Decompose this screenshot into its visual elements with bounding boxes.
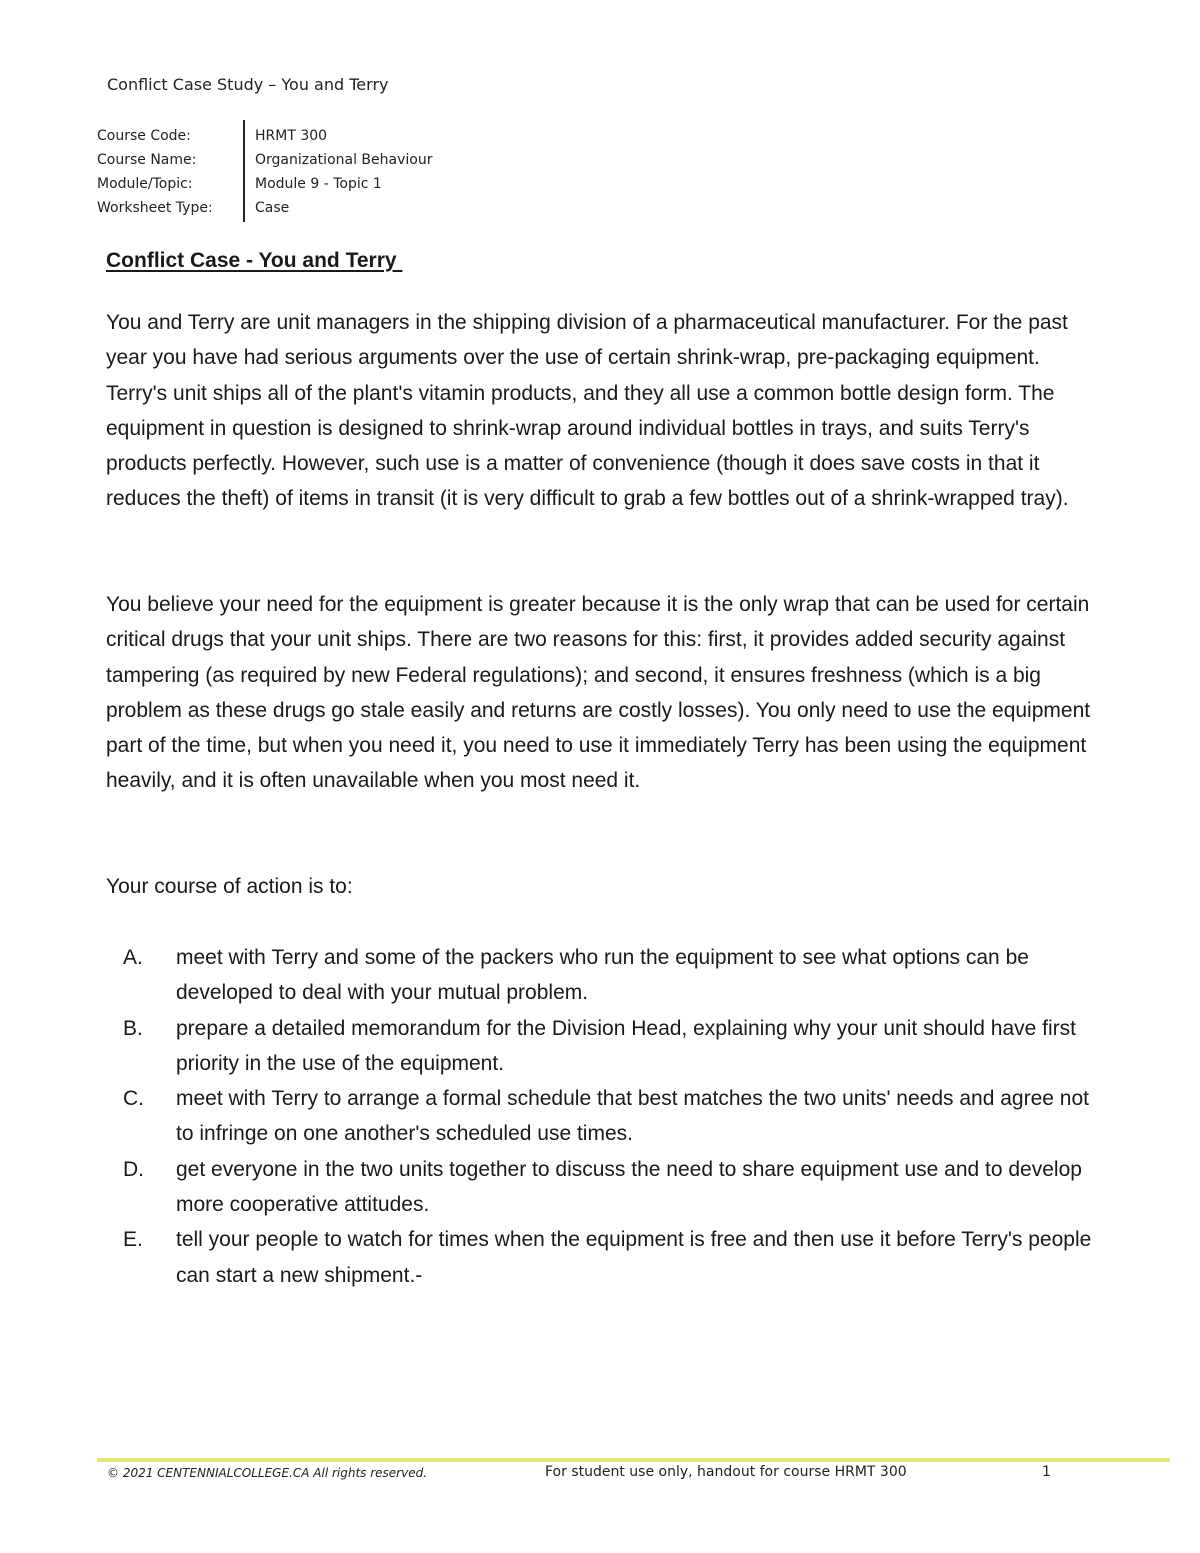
meta-row-worksheet-type <box>97 196 432 220</box>
course-of-action-prompt: Your course of action is to: <box>106 875 353 898</box>
case-paragraph: You believe your need for the equipment is greater because it is the only wrap that can be used for certain critical drugs that your unit ships. There are two reasons for this: first, it provides added security against tampering (as required by new Federal regulations); and second, it ensures freshness (which is a big problem as these drugs go stale easily and returns are costly losses). You only need to use the equipment part of the time, but when you need it, you need to use it immediately Terry has been using the equipment heavily, and it is often unavailable when you most need it. <box>106 593 1091 793</box>
course-meta-table <box>97 124 432 220</box>
option-letter: A. <box>123 946 143 969</box>
option-letter: E. <box>123 1228 143 1252</box>
option-e <box>106 1222 1106 1293</box>
meta-value: Module 9 - Topic 1 <box>255 176 382 192</box>
case-heading: Conflict Case - You and Terry <box>106 249 403 272</box>
meta-row-module-topic <box>97 172 432 196</box>
option-b <box>106 1011 1106 1082</box>
option-letter: B. <box>123 1016 143 1040</box>
option-letter: C. <box>123 1087 144 1111</box>
meta-divider <box>243 120 245 222</box>
option-d <box>106 1152 1106 1223</box>
meta-label: Course Name: <box>97 152 197 168</box>
option-text: meet with Terry and some of the packers who run the equipment to see what options can be developed to deal with your mutual problem. <box>176 946 1029 1005</box>
option-text: prepare a detailed memorandum for the Division Head, explaining why your unit should have first priority in the use of the equipment. <box>176 1016 1076 1075</box>
option-text: tell your people to watch for times when the equipment is free and then use it before Terry's people can start a new shipment.- <box>176 1228 1092 1287</box>
option-text: get everyone in the two units together to discuss the need to share equipment use and to develop more cooperative attitudes. <box>176 1157 1082 1217</box>
options-list <box>106 940 1106 1293</box>
page-number: 1 <box>1042 1464 1051 1480</box>
case-paragraph: You and Terry are unit managers in the shipping division of a pharmaceutical manufacturer. For the past year you have had serious arguments over the use of certain shrink-wrap, pre-packaging equipment. Terry's unit ships all of the plant's vitamin products, and they all use a common bottle design form. The equipment in question is designed to shrink-wrap around individual bottles in trays, and suits Terry's products perfectly. However, such use is a matter of convenience (though it does save costs in that it reduces the theft) of items in transit (it is very difficult to grab a few bottles out of a shrink-wrapped tray). <box>106 311 1069 511</box>
meta-label: Worksheet Type: <box>97 200 213 216</box>
footer-copyright: © 2021 CENTENNIALCOLLEGE.CA All rights reserved. <box>107 1466 428 1480</box>
meta-row-course-code <box>97 124 432 148</box>
meta-row-course-name <box>97 148 432 172</box>
footer-rule <box>97 1458 1170 1462</box>
meta-value: HRMT 300 <box>255 128 328 144</box>
meta-label: Module/Topic: <box>97 176 193 192</box>
meta-value: Case <box>255 200 290 216</box>
footer-note: For student use only, handout for course HRMT 300 <box>545 1464 907 1480</box>
option-text: meet with Terry to arrange a formal schedule that best matches the two units' needs and agree not to infringe on one another's scheduled use times. <box>176 1087 1089 1146</box>
option-c <box>106 1081 1106 1152</box>
meta-label: Course Code: <box>97 128 191 144</box>
document-title: Conflict Case Study – You and Terry <box>107 75 389 94</box>
meta-value: Organizational Behaviour <box>255 152 433 168</box>
option-letter: D. <box>123 1157 144 1181</box>
option-a <box>106 940 1106 1011</box>
